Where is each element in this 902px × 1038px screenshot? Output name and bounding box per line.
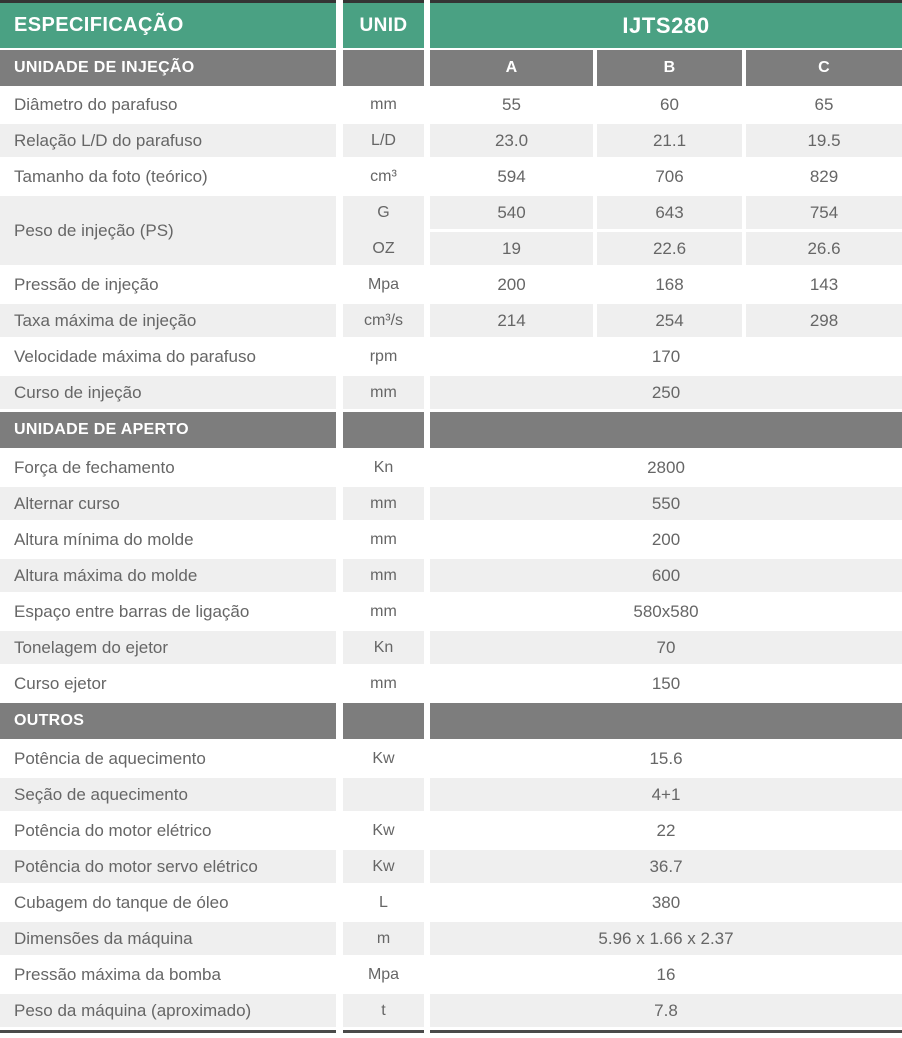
row-value-b: 643 — [597, 196, 742, 229]
table-row — [0, 124, 902, 157]
row-value-span: 70 — [430, 631, 902, 664]
row-unit: mm — [343, 667, 424, 700]
row-unit-oz: OZ — [372, 239, 395, 257]
row-unit: mm — [343, 88, 424, 121]
row-unit: Kw — [343, 742, 424, 775]
row-value-span: 4+1 — [430, 778, 902, 811]
table-row — [0, 958, 902, 991]
row-value-c: 26.6 — [746, 232, 902, 265]
row-label: Espaço entre barras de ligação — [0, 595, 336, 628]
row-unit: Mpa — [343, 958, 424, 991]
row-unit: cm³/s — [343, 304, 424, 337]
row-value-span: 600 — [430, 559, 902, 592]
section-bar-values-blank — [430, 703, 902, 739]
row-label: Taxa máxima de injeção — [0, 304, 336, 337]
row-label: Seção de aquecimento — [0, 778, 336, 811]
section-header-injection: UNIDADE DE INJEÇÃO — [0, 50, 336, 86]
bottom-border-segment — [430, 1030, 902, 1033]
row-label: Potência do motor servo elétrico — [0, 850, 336, 883]
table-row — [0, 742, 902, 775]
row-value-b: 60 — [597, 88, 742, 121]
row-value-b: 254 — [597, 304, 742, 337]
section-header-clamping: UNIDADE DE APERTO — [0, 412, 336, 448]
table-row — [0, 304, 902, 337]
table-row — [0, 340, 902, 373]
table-row — [0, 814, 902, 847]
table-row — [0, 160, 902, 193]
row-value-span: 250 — [430, 376, 902, 409]
col-header-c: C — [746, 50, 902, 86]
row-value-span: 550 — [430, 487, 902, 520]
table-row — [0, 268, 902, 301]
row-label: Tamanho da foto (teórico) — [0, 160, 336, 193]
row-value-c: 143 — [746, 268, 902, 301]
row-label: Curso de injeção — [0, 376, 336, 409]
row-values-stack — [430, 196, 902, 265]
row-label: Diâmetro do parafuso — [0, 88, 336, 121]
table-row — [0, 922, 902, 955]
row-value-c: 298 — [746, 304, 902, 337]
row-value-a: 23.0 — [430, 124, 593, 157]
values-row-g — [430, 196, 902, 229]
others-section-header-row — [0, 703, 902, 739]
row-value-a: 540 — [430, 196, 593, 229]
section-bar-unit-blank — [343, 412, 424, 448]
row-unit: m — [343, 922, 424, 955]
row-label: Força de fechamento — [0, 451, 336, 484]
table-row — [0, 451, 902, 484]
row-value-span: 150 — [430, 667, 902, 700]
row-label: Alternar curso — [0, 487, 336, 520]
unit-column-header: UNID — [343, 0, 424, 48]
row-value-span: 5.96 x 1.66 x 2.37 — [430, 922, 902, 955]
row-unit: Kw — [343, 814, 424, 847]
row-label: Pressão de injeção — [0, 268, 336, 301]
row-unit: Kw — [343, 850, 424, 883]
bottom-border-segment — [343, 1030, 424, 1033]
row-label: Relação L/D do parafuso — [0, 124, 336, 157]
table-row — [0, 667, 902, 700]
row-value-span: 16 — [430, 958, 902, 991]
row-value-span: 22 — [430, 814, 902, 847]
table-row — [0, 886, 902, 919]
table-row — [0, 376, 902, 409]
row-value-span: 36.7 — [430, 850, 902, 883]
row-unit: Mpa — [343, 268, 424, 301]
row-label: Altura máxima do molde — [0, 559, 336, 592]
section-header-others: OUTROS — [0, 703, 336, 739]
row-value-a: 200 — [430, 268, 593, 301]
row-value-a: 55 — [430, 88, 593, 121]
row-unit-g: G — [377, 203, 390, 221]
row-unit — [343, 778, 424, 811]
table-row — [0, 559, 902, 592]
table-row — [0, 850, 902, 883]
row-unit: cm³ — [343, 160, 424, 193]
section-bar-unit-blank — [343, 703, 424, 739]
row-unit: mm — [343, 559, 424, 592]
row-label: Peso de injeção (PS) — [0, 196, 336, 265]
row-value-c: 65 — [746, 88, 902, 121]
row-unit-stack — [343, 196, 424, 265]
row-value-b: 21.1 — [597, 124, 742, 157]
row-value-b: 706 — [597, 160, 742, 193]
row-value-a: 214 — [430, 304, 593, 337]
injection-section-header-row — [0, 50, 902, 86]
model-header: IJTS280 — [430, 0, 902, 48]
row-label: Altura mínima do molde — [0, 523, 336, 556]
table-row — [0, 88, 902, 121]
row-value-span: 580x580 — [430, 595, 902, 628]
row-unit: mm — [343, 523, 424, 556]
row-label: Potência de aquecimento — [0, 742, 336, 775]
row-unit: L — [343, 886, 424, 919]
row-label: Dimensões da máquina — [0, 922, 336, 955]
values-row-oz — [430, 232, 902, 265]
table-row — [0, 778, 902, 811]
table-row — [0, 994, 902, 1027]
table-row — [0, 595, 902, 628]
unit-subheader-blank — [343, 50, 424, 86]
table-bottom-border — [0, 1030, 902, 1033]
row-value-a: 594 — [430, 160, 593, 193]
row-value-span: 15.6 — [430, 742, 902, 775]
row-unit: mm — [343, 595, 424, 628]
row-unit: L/D — [343, 124, 424, 157]
row-value-span: 380 — [430, 886, 902, 919]
row-label: Peso da máquina (aproximado) — [0, 994, 336, 1027]
row-unit: Kn — [343, 451, 424, 484]
row-unit: mm — [343, 487, 424, 520]
table-row — [0, 487, 902, 520]
row-label: Potência do motor elétrico — [0, 814, 336, 847]
row-value-a: 19 — [430, 232, 593, 265]
row-unit: mm — [343, 376, 424, 409]
row-unit: Kn — [343, 631, 424, 664]
row-value-c: 829 — [746, 160, 902, 193]
table-row — [0, 631, 902, 664]
row-value-b: 22.6 — [597, 232, 742, 265]
row-label: Cubagem do tanque de óleo — [0, 886, 336, 919]
table-row-double — [0, 196, 902, 265]
row-unit: t — [343, 994, 424, 1027]
row-value-span: 200 — [430, 523, 902, 556]
row-value-span: 7.8 — [430, 994, 902, 1027]
clamping-section-header-row — [0, 412, 902, 448]
col-header-a: A — [430, 50, 593, 86]
table-header-row — [0, 0, 902, 48]
row-label: Pressão máxima da bomba — [0, 958, 336, 991]
row-value-c: 19.5 — [746, 124, 902, 157]
row-label: Curso ejetor — [0, 667, 336, 700]
table-row — [0, 523, 902, 556]
row-value-c: 754 — [746, 196, 902, 229]
row-label: Tonelagem do ejetor — [0, 631, 336, 664]
section-bar-values-blank — [430, 412, 902, 448]
row-value-b: 168 — [597, 268, 742, 301]
col-header-b: B — [597, 50, 742, 86]
row-value-span: 2800 — [430, 451, 902, 484]
row-value-span: 170 — [430, 340, 902, 373]
bottom-border-segment — [0, 1030, 336, 1033]
row-unit: rpm — [343, 340, 424, 373]
spec-column-header: ESPECIFICAÇÃO — [0, 0, 336, 48]
row-label: Velocidade máxima do parafuso — [0, 340, 336, 373]
